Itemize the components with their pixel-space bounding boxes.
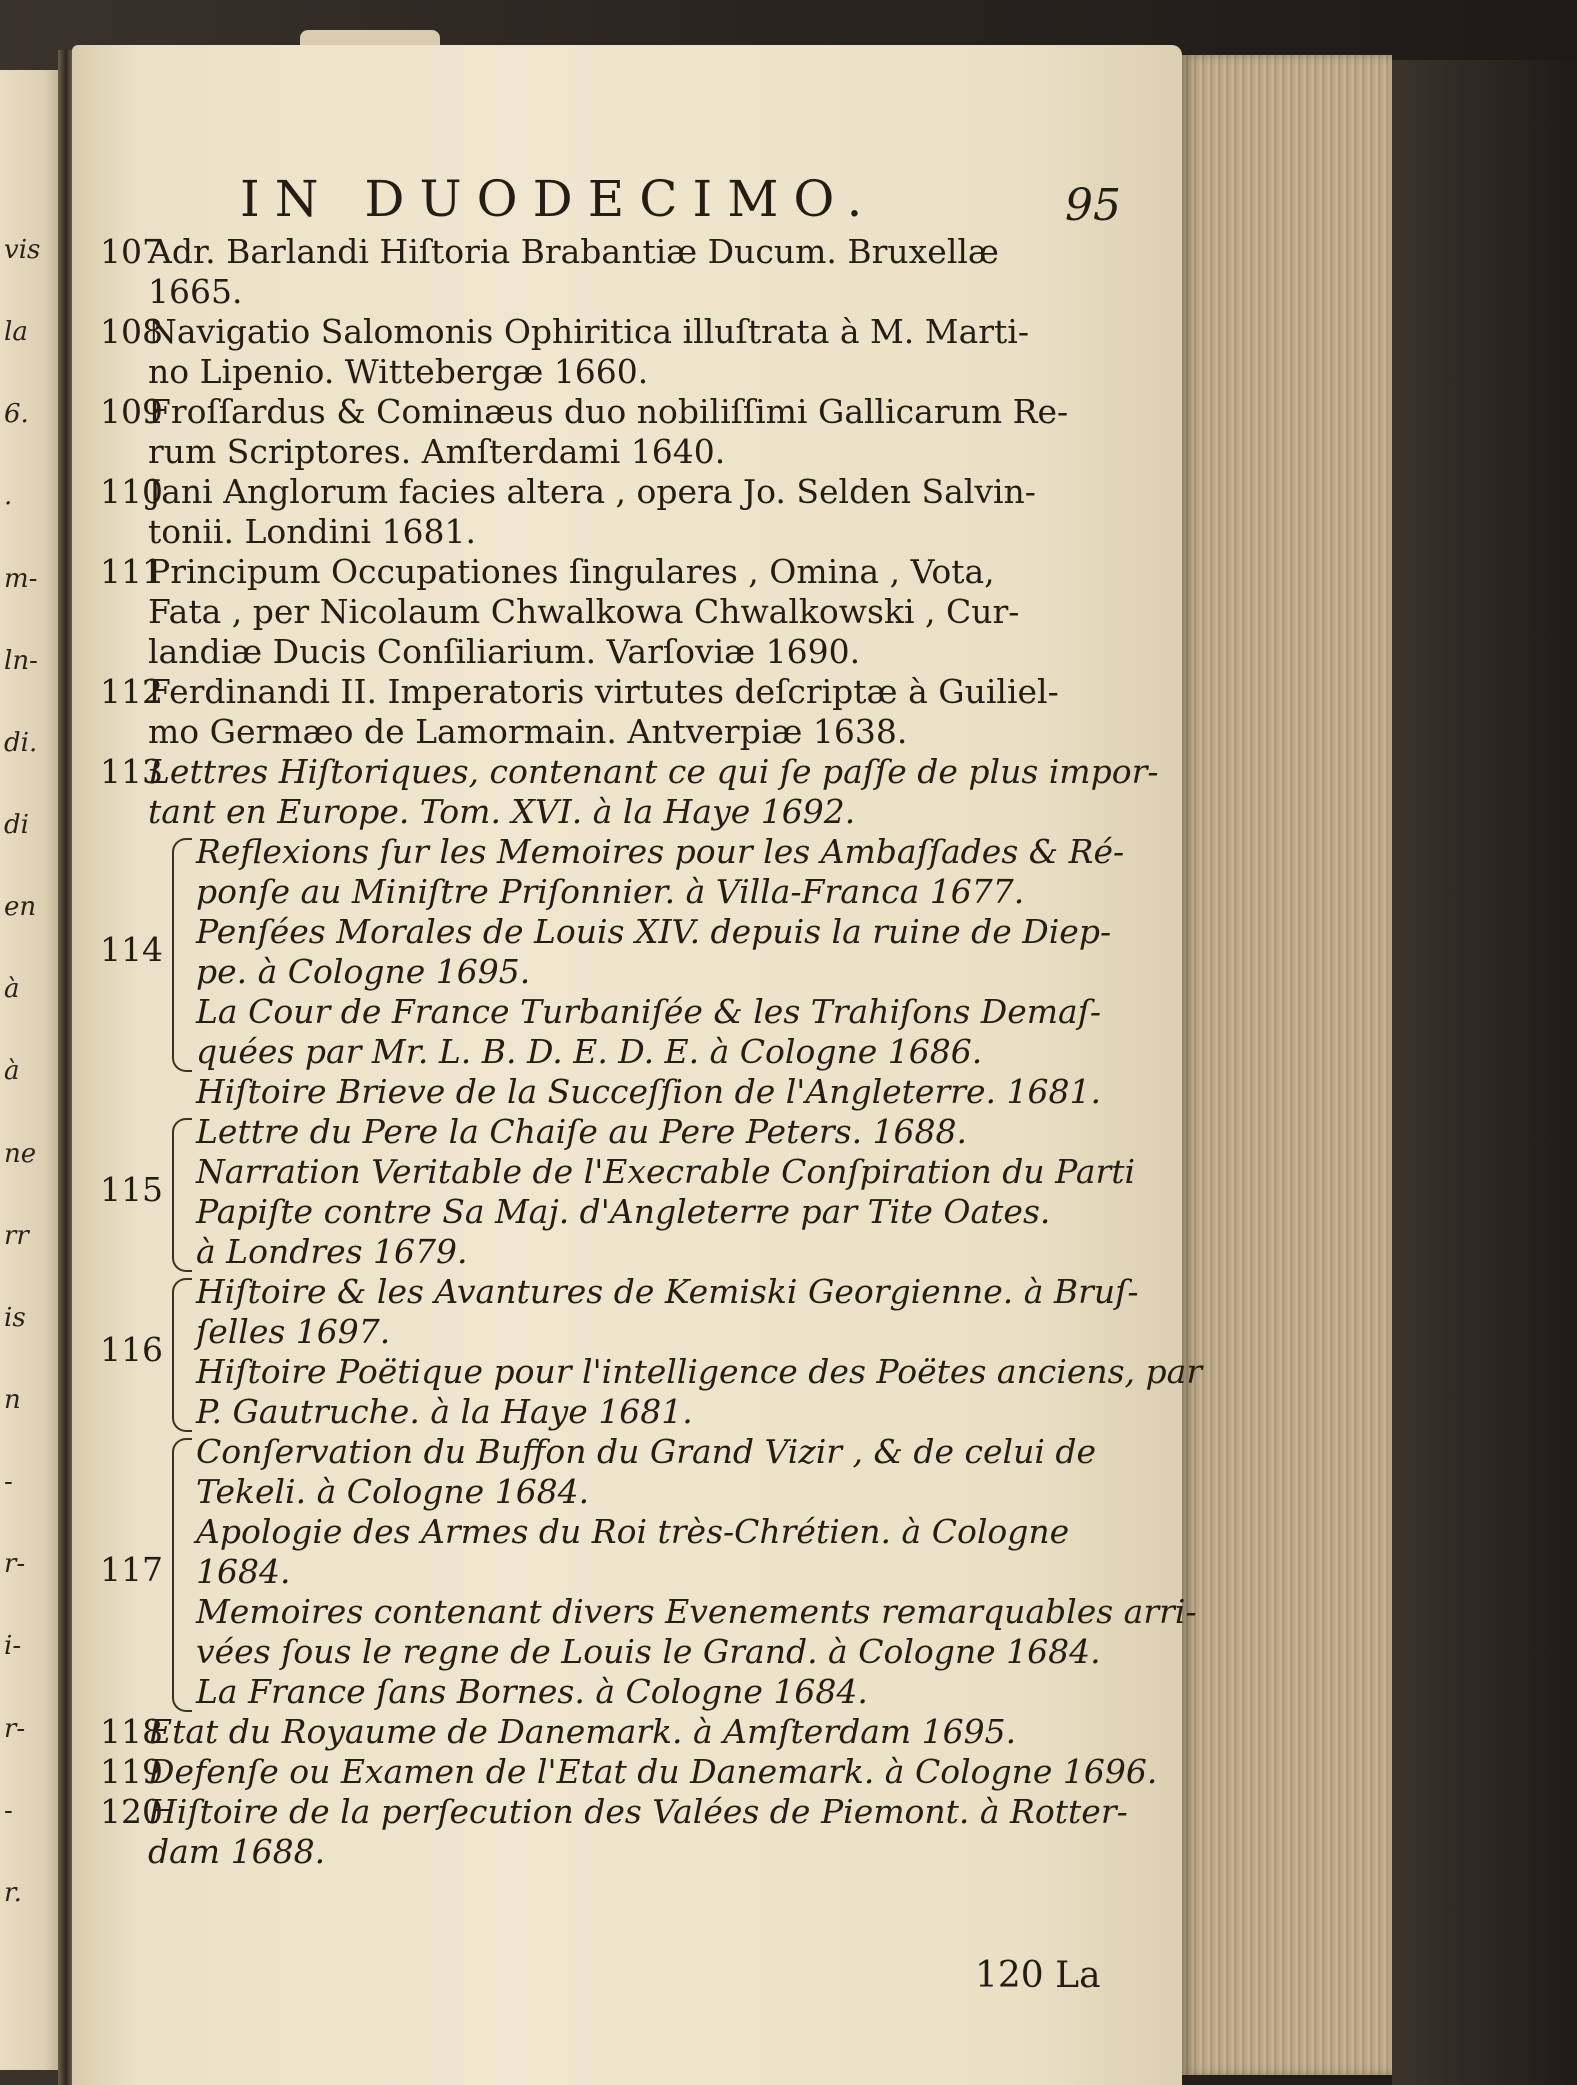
entry-line: ſelles 1697. [196,1312,391,1351]
page-block-edge [1182,55,1392,2075]
entry-line: Hiſtoire Poëtique pour l'intelligence des Poëtes anciens, par [196,1352,1203,1391]
margin-fragment: - [4,1467,13,1497]
margin-fragment: ne [4,1139,37,1169]
margin-fragment: . [4,481,13,511]
entry-line: Lettre du Pere la Chaiſe au Pere Peters. 1688. [196,1112,968,1151]
margin-fragment: ln- [4,646,38,676]
bracket-mark [172,1278,192,1432]
margin-fragment: i- [4,1631,22,1661]
entry-line: 1665. [148,272,243,311]
margin-fragment: rr [4,1221,29,1251]
margin-fragment: r. [4,1878,22,1908]
page-number: 95 [1065,180,1121,231]
entry-line: mo Germæo de Lamormain. Antverpiæ 1638. [148,712,908,751]
entry-line: Hiſtoire & les Avantures de Kemiski Georgienne. à Bruſ- [196,1272,1139,1311]
entry-number: 118 [100,1712,163,1751]
bracket-mark [172,1438,192,1712]
catchword: 120 La [975,1955,1101,1996]
entry-line: Hiſtoire Brieve de la Succeſſion de l'Angleterre. 1681. [196,1072,1101,1111]
entry-number: 109 [100,392,163,431]
margin-fragment: di. [4,728,38,758]
entry-line: vées ſous le regne de Louis le Grand. à Cologne 1684. [196,1632,1101,1671]
margin-fragment: 6. [4,399,29,429]
entry-line: tonii. Londini 1681. [148,512,476,551]
entry-line: ponſe au Miniſtre Priſonnier. à Villa-Franca 1677. [196,872,1025,911]
margin-fragment: vis [4,235,41,265]
margin-fragment: la [4,317,28,347]
entry-line: dam 1688. [148,1832,326,1871]
margin-fragment: à [4,974,20,1004]
entry-line: P. Gautruche. à la Haye 1681. [196,1392,693,1431]
entry-line: Ferdinandi II. Imperatoris virtutes deſcriptæ à Guiliel- [148,672,1059,711]
margin-fragment: is [4,1303,26,1333]
entry-line: Lettres Hiſtoriques, contenant ce qui ſe paſſe de plus impor- [148,752,1159,791]
entry-number: 110 [100,472,163,511]
entry-line: Navigatio Salomonis Ophiritica illuſtrata à M. Marti- [148,312,1029,351]
entry-line: Papiſte contre Sa Maj. d'Angleterre par Tite Oates. [196,1192,1051,1231]
entry-number: 115 [100,1170,163,1209]
cover-shadow [1392,60,1577,2085]
entry-line: Fata , per Nicolaum Chwalkowa Chwalkowski , Cur- [148,592,1020,631]
margin-fragment: - [4,1796,13,1826]
entry-number: 114 [100,930,163,969]
margin-fragment: à [4,1056,20,1086]
entry-line: Froſſardus & Cominæus duo nobiliſſimi Gallicarum Re- [148,392,1069,431]
entry-number: 120 [100,1792,163,1831]
entry-line: La France ſans Bornes. à Cologne 1684. [196,1672,868,1711]
entry-line: quées par Mr. L. B. D. E. D. E. à Cologne 1686. [196,1032,983,1071]
entry-line: tant en Europe. Tom. XVI. à la Haye 1692. [148,792,856,831]
entry-line: Adr. Barlandi Hiſtoria Brabantiæ Ducum. Bruxellæ [148,232,999,271]
entry-line: Defenſe ou Examen de l'Etat du Danemark. à Cologne 1696. [148,1752,1158,1791]
entry-line: La Cour de France Turbaniſée & les Trahiſons Demaſ- [196,992,1102,1031]
entry-line: Penſées Morales de Louis XIV. depuis la ruine de Diep- [196,912,1112,951]
entry-line: Etat du Royaume de Danemark. à Amſterdam 1695. [148,1712,1017,1751]
entry-number: 108 [100,312,163,351]
entry-line: Reflexions ſur les Memoires pour les Ambaſſades & Ré- [196,832,1125,871]
entry-line: Memoires contenant divers Evenements remarquables arri- [196,1592,1197,1631]
margin-fragment: en [4,892,37,922]
bracket-mark [172,1118,192,1272]
entry-number: 107 [100,232,163,271]
entry-line: Narration Veritable de l'Execrable Conſpiration du Parti [196,1152,1136,1191]
entry-number: 113 [100,752,163,791]
margin-fragment: r- [4,1714,26,1744]
margin-fragment: n [4,1385,21,1415]
entry-number: 111 [100,552,163,591]
entry-number: 117 [100,1550,163,1589]
entry-number: 112 [100,672,163,711]
entry-line: Tekeli. à Cologne 1684. [196,1472,590,1511]
entry-number: 116 [100,1330,163,1369]
entry-line: landiæ Ducis Conſiliarium. Varſoviæ 1690. [148,632,861,671]
entry-line: Conſervation du Buffon du Grand Vizir , & de celui de [196,1432,1097,1471]
entry-line: no Lipenio. Wittebergæ 1660. [148,352,649,391]
margin-fragment: r- [4,1549,26,1579]
entry-line: rum Scriptores. Amſterdami 1640. [148,432,726,471]
entry-line: Jani Anglorum facies altera , opera Jo. Selden Salvin- [148,472,1036,511]
bracket-mark [172,838,192,1072]
page-header: IN DUODECIMO. [240,170,878,228]
entry-line: Hiſtoire de la perſecution des Valées de Piemont. à Rotter- [148,1792,1128,1831]
entry-line: Principum Occupationes ſingulares , Omina , Vota, [148,552,995,591]
entry-number: 119 [100,1752,163,1791]
margin-fragment: m- [4,564,38,594]
entry-line: Apologie des Armes du Roi très-Chrétien. à Cologne [196,1512,1070,1551]
margin-fragment: di [4,810,29,840]
entry-line: à Londres 1679. [196,1232,468,1271]
entry-line: 1684. [196,1552,291,1591]
entry-line: pe. à Cologne 1695. [196,952,531,991]
